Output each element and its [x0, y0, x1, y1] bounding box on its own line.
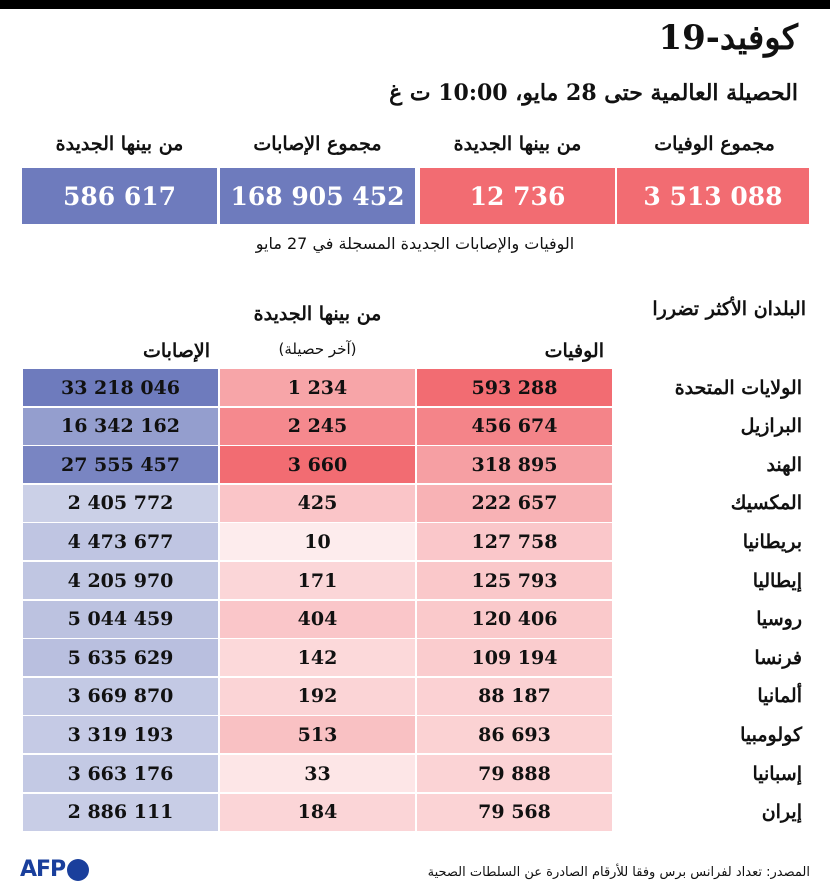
deaths-cell: 79 568	[417, 794, 612, 831]
cases-cell: 4 205 970	[23, 562, 218, 599]
new-deaths-cell: 171	[220, 562, 415, 599]
note-text: الوفيات والإصابات الجديدة المسجلة في 27 مايو	[255, 234, 575, 253]
deaths-cell: 127 758	[417, 523, 612, 560]
countries-header: البلدان الأكثر تضررا	[652, 298, 806, 320]
new-deaths-cell: 192	[220, 678, 415, 715]
new-deaths-cell: 10	[220, 523, 415, 560]
new-deaths-cell: 513	[220, 716, 415, 753]
cases-cell: 2 405 772	[23, 485, 218, 522]
summary-deaths-total-label: مجموع الوفيات	[654, 133, 775, 155]
deaths-cell: 456 674	[417, 408, 612, 445]
afp-logo	[20, 857, 89, 882]
country-name: الولايات المتحدة	[674, 376, 802, 399]
page-subtitle: الحصيلة العالمية حتى 28 مايو، 10:00 ت غ	[389, 80, 798, 106]
cases-cell: 3 663 176	[23, 755, 218, 792]
deaths-cell: 318 895	[417, 446, 612, 483]
table-row	[23, 678, 808, 716]
deaths-cell: 109 194	[417, 639, 612, 676]
deaths-cell: 79 888	[417, 755, 612, 792]
deaths-cell: 88 187	[417, 678, 612, 715]
country-name: الهند	[766, 453, 802, 476]
new-deaths-cell: 33	[220, 755, 415, 792]
afp-logo-dot-icon	[67, 859, 89, 881]
summary-cases-new-label: من بينها الجديدة	[55, 133, 184, 155]
country-name: روسيا	[756, 608, 802, 631]
country-name: بريطانيا	[742, 530, 802, 553]
cases-cell: 3 669 870	[23, 678, 218, 715]
cases-header: الإصابات	[142, 340, 210, 362]
source-text: المصدر: تعداد لفرانس برس وفقا للأرقام الصادرة عن السلطات الصحية	[427, 865, 810, 880]
summary-deaths-new-label: من بينها الجديدة	[453, 133, 582, 155]
cases-cell: 5 635 629	[23, 639, 218, 676]
country-name: إسبانيا	[752, 762, 802, 785]
new-deaths-cell: 404	[220, 601, 415, 638]
afp-logo-text: AFP	[20, 857, 66, 882]
cases-cell: 4 473 677	[23, 523, 218, 560]
summary-cases-total-label: مجموع الإصابات	[253, 133, 382, 155]
table-row	[23, 446, 808, 484]
country-name: إيطاليا	[752, 569, 802, 592]
summary-cases-total: 168 905 452	[220, 168, 415, 224]
table-row	[23, 716, 808, 754]
table-row	[23, 523, 808, 561]
top-bar	[0, 0, 830, 9]
page-title: كوفيد-19	[658, 18, 798, 58]
new-deaths-cell: 184	[220, 794, 415, 831]
country-name: فرنسا	[754, 646, 802, 669]
cases-cell: 5 044 459	[23, 601, 218, 638]
new-deaths-cell: 142	[220, 639, 415, 676]
new-header: من بينها الجديدة	[253, 303, 382, 325]
summary-deaths-total: 3 513 088	[617, 168, 809, 224]
country-name: إيران	[761, 801, 802, 824]
country-name: كولومبيا	[740, 723, 802, 746]
table-row	[23, 562, 808, 600]
table-row	[23, 639, 808, 677]
cases-cell: 3 319 193	[23, 716, 218, 753]
table-row	[23, 601, 808, 639]
country-name: المكسيك	[730, 492, 802, 515]
country-name: ألمانيا	[757, 685, 802, 708]
cases-cell: 33 218 046	[23, 369, 218, 406]
deaths-cell: 222 657	[417, 485, 612, 522]
new-deaths-cell: 1 234	[220, 369, 415, 406]
new-deaths-cell: 425	[220, 485, 415, 522]
deaths-cell: 86 693	[417, 716, 612, 753]
deaths-cell: 120 406	[417, 601, 612, 638]
cases-cell: 27 555 457	[23, 446, 218, 483]
table-row	[23, 794, 808, 832]
deaths-header: الوفيات	[544, 340, 604, 362]
new-deaths-cell: 2 245	[220, 408, 415, 445]
summary-cases-new: 586 617	[22, 168, 217, 224]
summary-deaths-new: 12 736	[420, 168, 615, 224]
deaths-cell: 125 793	[417, 562, 612, 599]
new-subheader: (آخر حصيلة)	[278, 340, 357, 358]
table-row	[23, 408, 808, 446]
cases-cell: 16 342 162	[23, 408, 218, 445]
new-deaths-cell: 3 660	[220, 446, 415, 483]
table-row	[23, 369, 808, 407]
table-row	[23, 485, 808, 523]
country-name: البرازيل	[740, 415, 802, 438]
deaths-cell: 593 288	[417, 369, 612, 406]
cases-cell: 2 886 111	[23, 794, 218, 831]
table-row	[23, 755, 808, 793]
